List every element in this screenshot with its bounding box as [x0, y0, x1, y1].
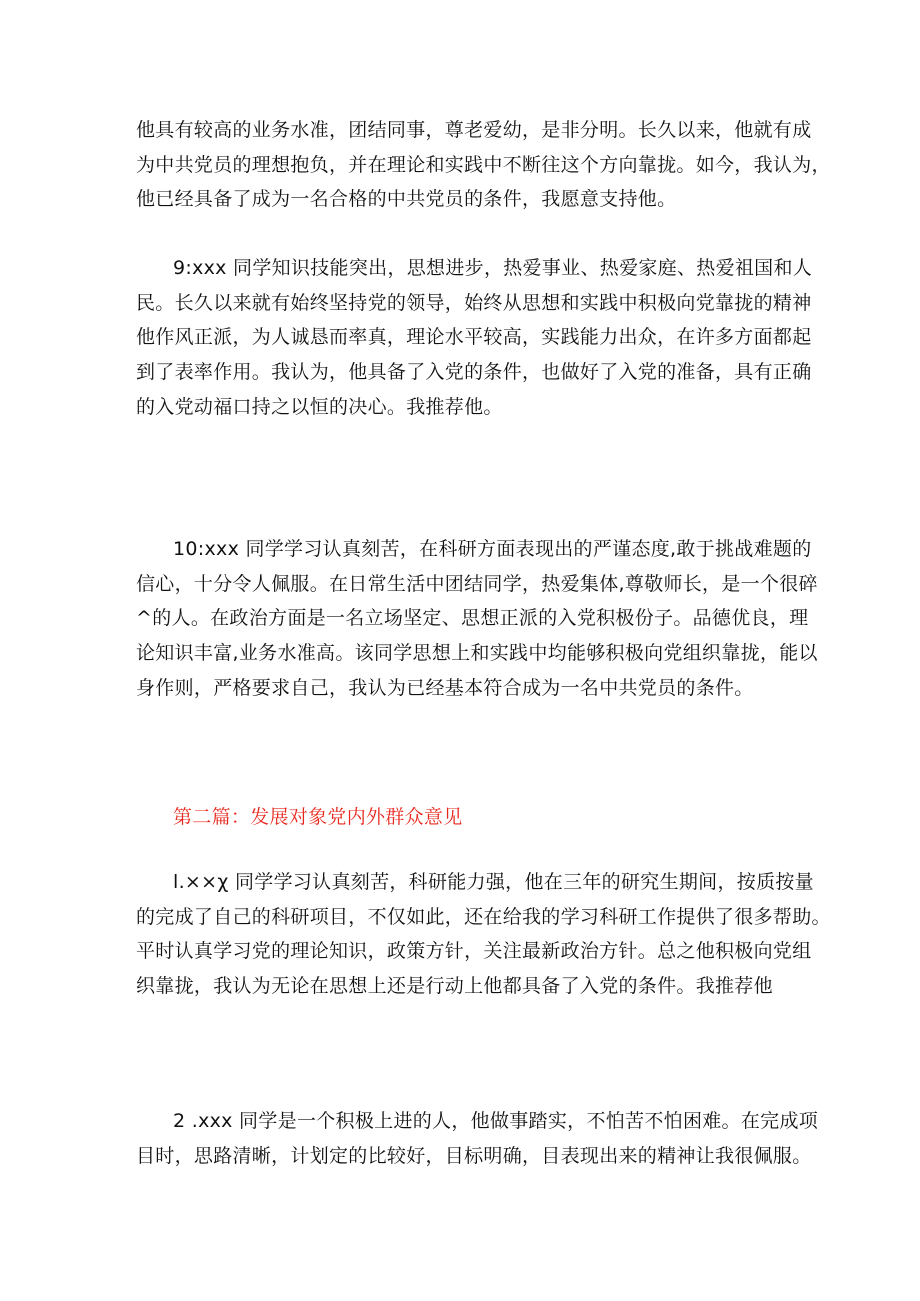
paragraph-line: 他已经具备了成为一名合格的中共党员的条件，我愿意支持他。 — [136, 188, 677, 211]
paragraph-line: 他具有较高的业务水准，团结同事，尊老爱幼，是非分明。长久以来，他就有成 — [136, 119, 812, 141]
paragraph-line: 他作风正派，为人诚恳而率真，理论水平较高，实践能力出众，在许多方面都起 — [136, 326, 812, 349]
paragraph-line: 身作则，严格要求自己，我认为已经基本符合成为一名中共党员的条件。 — [136, 676, 754, 699]
paragraph-line: 民。长久以来就有始终坚持党的领导，始终从思想和实践中积极向党靠拢的精神 — [136, 291, 812, 314]
paragraph-5 — [136, 1104, 819, 1173]
paragraph-line: 2 .xxx 同学是一个积极上进的人，他做事踏实，不怕苦不怕困难。在完成项 — [173, 1110, 819, 1132]
paragraph-line: 信心，十分令人佩服。在日常生活中团结同学，热爱集体,尊敬师长，是一个很碎 — [136, 572, 818, 595]
paragraph-line: 论知识丰富,业务水准高。该同学思想上和实践中均能够积极向党组织靠拢，能以 — [136, 642, 818, 665]
paragraph-line: l.××χ 同学学习认真刻苦，科研能力强，他在三年的研究生期间，按质按量 — [173, 871, 814, 893]
paragraph-line: 的入党动福口持之以恒的决心。我推荐他。 — [136, 395, 503, 418]
paragraph-3 — [136, 532, 818, 706]
paragraph-line: 10:xxx 同学学习认真刻苦，在科研方面表现出的严谨态度,敢于挑战难题的 — [173, 538, 812, 560]
paragraph-line: 织靠拢，我认为无论在思想上还是行动上他都具备了入党的条件。我推荐他 — [136, 975, 773, 998]
paragraph-1 — [136, 113, 831, 217]
section-heading: 第二篇：发展对象党内外群众意见 — [173, 806, 463, 828]
paragraph-line: 9:xxx 同学知识技能突出，思想进步，热爱事业、热爱家庭、热爱祖国和人 — [173, 257, 813, 279]
paragraph-line: ^的人。在政治方面是一名立场坚定、思想正派的入党积极份子。品德优良，理 — [136, 607, 809, 630]
paragraph-line: 目时，思路清晰，计划定的比较好，目标明确，目表现出来的精神让我很佩服。 — [136, 1144, 812, 1167]
paragraph-line: 的完成了自己的科研项目，不仅如此，还在给我的学习科研工作提供了很多帮助。 — [136, 905, 831, 928]
paragraph-4 — [136, 865, 831, 1004]
paragraph-line: 到了表率作用。我认为，他具备了入党的条件，也做好了入党的准备，具有正确 — [136, 361, 812, 384]
paragraph-2 — [136, 251, 813, 425]
paragraph-line: 平时认真学习党的理论知识，政策方针，关注最新政治方针。总之他积极向党组 — [136, 940, 812, 963]
paragraph-line: 为中共党员的理想抱负，并在理论和实践中不断往这个方向靠拢。如今，我认为， — [136, 153, 831, 176]
